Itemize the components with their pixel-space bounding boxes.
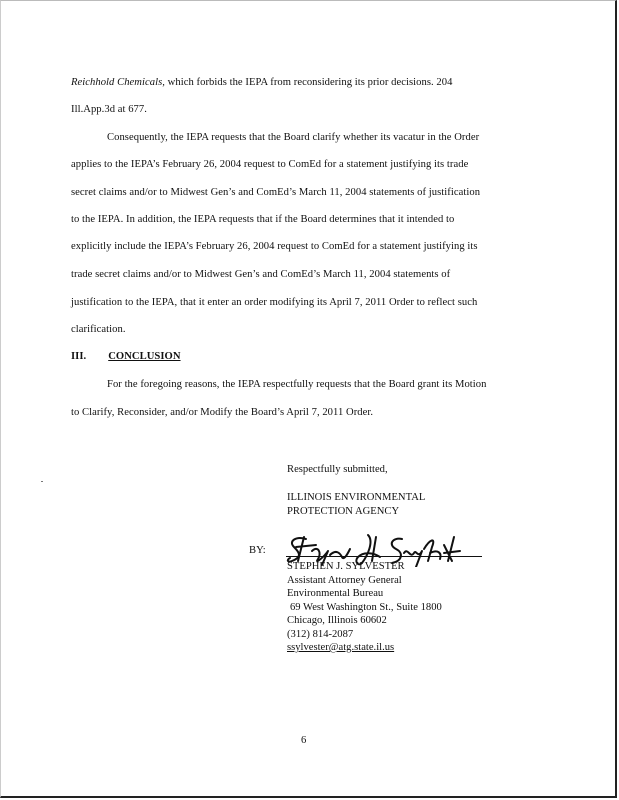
page-number: 6 xyxy=(301,735,307,746)
body-line-2: Ill.App.3d at 677. xyxy=(71,104,147,115)
section-title: CONCLUSION xyxy=(108,351,181,362)
signatory-block xyxy=(287,560,442,655)
by-label: BY: xyxy=(249,545,266,556)
body-line-5: secret claims and/or to Midwest Gen’s and ComEd’s March 11, 2004 statements of justification xyxy=(71,187,481,198)
email-link[interactable]: ssylvester@atg.state.il.us xyxy=(287,642,395,653)
body-line-3: Consequently, the IEPA requests that the Board clarify whether its vacatur in the Order xyxy=(107,132,480,143)
signatory-name: STEPHEN J. SYLVESTER xyxy=(287,561,405,572)
body-line-8: trade secret claims and/or to Midwest Gen’s and ComEd’s March 11, 2004 statements of xyxy=(71,269,451,280)
body-line-6: to the IEPA. In addition, the IEPA requests that if the Board determines that it intended to xyxy=(71,214,455,225)
organization xyxy=(287,491,425,518)
body-line-7: explicitly include the IEPA’s February 26, 2004 request to ComEd for a statement justifying its xyxy=(71,241,478,252)
signature-line xyxy=(286,556,482,557)
signatory-bureau: Environmental Bureau xyxy=(287,588,384,599)
org-line-1: ILLINOIS ENVIRONMENTAL xyxy=(287,492,426,503)
signatory-title: Assistant Attorney General xyxy=(287,574,402,586)
section-heading xyxy=(71,351,181,362)
closing: Respectfully submitted, xyxy=(287,464,388,475)
conclusion-line-1: For the foregoing reasons, the IEPA respectfully requests that the Board grant its Motion xyxy=(107,379,487,390)
scan-speck xyxy=(41,481,43,482)
phone-number: (312) 814-2087 xyxy=(287,628,354,640)
body-line-10: clarification. xyxy=(71,324,126,335)
address-line-2: Chicago, Illinois 60602 xyxy=(287,615,387,626)
body-line-9: justification to the IEPA, that it enter an order modifying its April 7, 2011 Order to reflect such xyxy=(71,297,478,308)
org-line-2: PROTECTION AGENCY xyxy=(287,505,400,517)
body-line-1: Reichhold Chemicals, which forbids the IEPA from reconsidering its prior decisions. 204 xyxy=(71,77,453,88)
case-citation: Reichhold Chemicals, xyxy=(71,77,165,88)
body-line-4: applies to the IEPA’s February 26, 2004 request to ComEd for a statement justifying its trade xyxy=(71,159,469,170)
address-line-1: 69 West Washington St., Suite 1800 xyxy=(290,601,442,613)
section-number: III. xyxy=(71,351,87,362)
conclusion-line-2: to Clarify, Reconsider, and/or Modify the Board’s April 7, 2011 Order. xyxy=(71,407,374,418)
